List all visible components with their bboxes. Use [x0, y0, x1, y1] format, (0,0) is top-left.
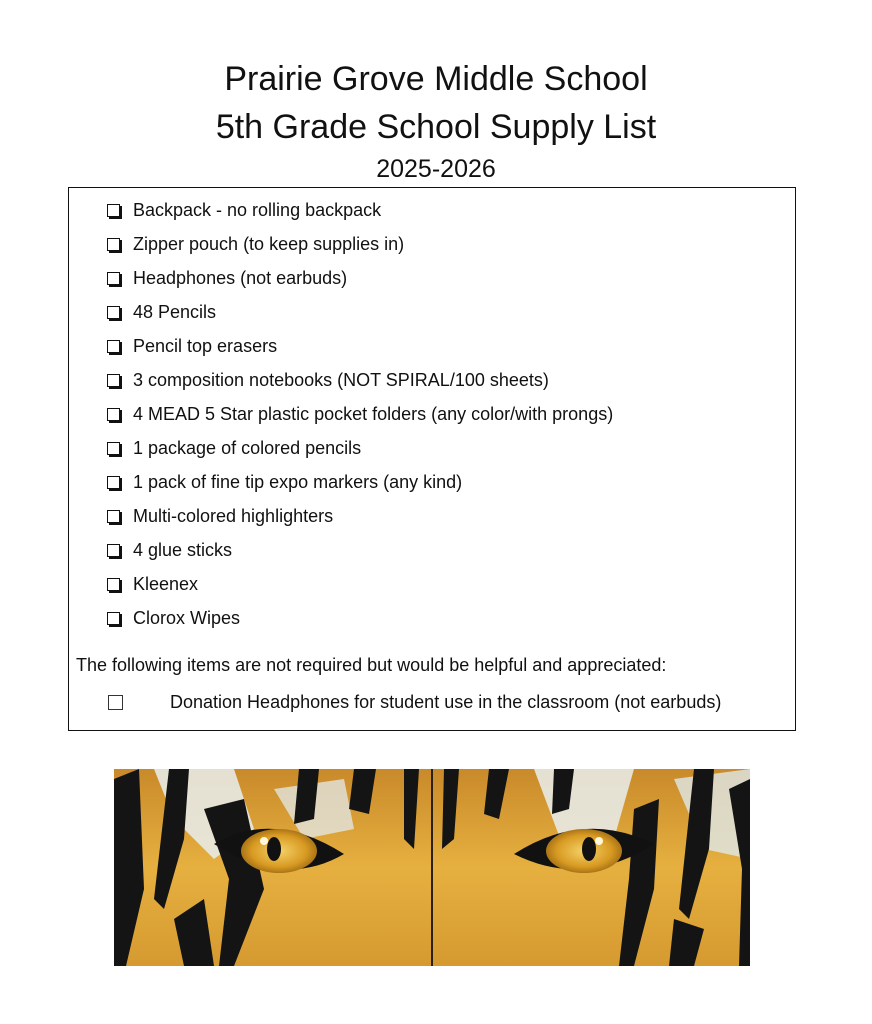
supply-item[interactable]: [107, 368, 549, 392]
supply-item-label: Multi-colored highlighters: [133, 505, 334, 526]
supply-item[interactable]: [107, 334, 277, 358]
supply-list-box: [68, 187, 796, 731]
checkbox-icon[interactable]: [107, 544, 120, 557]
checkbox-icon[interactable]: [107, 476, 120, 489]
supply-item[interactable]: [107, 504, 333, 528]
supply-item[interactable]: [107, 300, 216, 324]
tiger-eyes-mural: [114, 769, 750, 966]
supply-item[interactable]: [107, 470, 462, 494]
supply-item-label: Kleenex: [133, 573, 199, 594]
checkbox-icon[interactable]: [107, 612, 120, 625]
checkbox-icon[interactable]: [107, 272, 120, 285]
supply-item-label: Clorox Wipes: [133, 607, 241, 628]
school-name: Prairie Grove Middle School: [224, 60, 648, 98]
supply-item-label: Pencil top erasers: [133, 335, 278, 356]
school-year: 2025-2026: [376, 155, 496, 183]
optional-item[interactable]: [107, 690, 721, 714]
optional-items-note: The following items are not required but would be helpful and appreciated:: [76, 655, 667, 675]
supply-item[interactable]: [107, 606, 240, 630]
supply-item-label: 4 glue sticks: [133, 539, 233, 560]
supply-item-label: 3 composition notebooks (NOT SPIRAL/100 sheets): [133, 369, 549, 390]
supply-item-label: 1 pack of fine tip expo markers (any kind): [133, 471, 463, 492]
tiger-eyes-illustration: [114, 769, 750, 966]
optional-item-label: Donation Headphones for student use in the classroom (not earbuds): [170, 691, 722, 712]
supply-item-label: Headphones (not earbuds): [133, 267, 348, 288]
checkbox-icon[interactable]: [107, 578, 120, 591]
checkbox-icon[interactable]: [108, 695, 123, 710]
supply-item[interactable]: [107, 538, 232, 562]
supply-item[interactable]: [107, 572, 198, 596]
supply-item-label: Zipper pouch (to keep supplies in): [133, 233, 405, 254]
supply-item[interactable]: [107, 198, 381, 222]
checkbox-icon[interactable]: [107, 204, 120, 217]
checkbox-icon[interactable]: [107, 306, 120, 319]
page-title: 5th Grade School Supply List: [215, 108, 657, 146]
supply-item-label: 1 package of colored pencils: [133, 437, 362, 458]
supply-item-label: 4 MEAD 5 Star plastic pocket folders (any color/with prongs): [133, 403, 614, 424]
supply-item-label: 48 Pencils: [133, 301, 217, 322]
checkbox-icon[interactable]: [107, 238, 120, 251]
supply-item-label: Backpack - no rolling backpack: [133, 199, 382, 220]
checkbox-icon[interactable]: [107, 442, 120, 455]
checkbox-icon[interactable]: [107, 374, 120, 387]
checkbox-icon[interactable]: [107, 340, 120, 353]
checkbox-icon[interactable]: [107, 408, 120, 421]
supply-item[interactable]: [107, 266, 347, 290]
checkbox-icon[interactable]: [107, 510, 120, 523]
supply-item[interactable]: [107, 436, 361, 460]
supply-item[interactable]: [107, 402, 613, 426]
supply-item[interactable]: [107, 232, 404, 256]
